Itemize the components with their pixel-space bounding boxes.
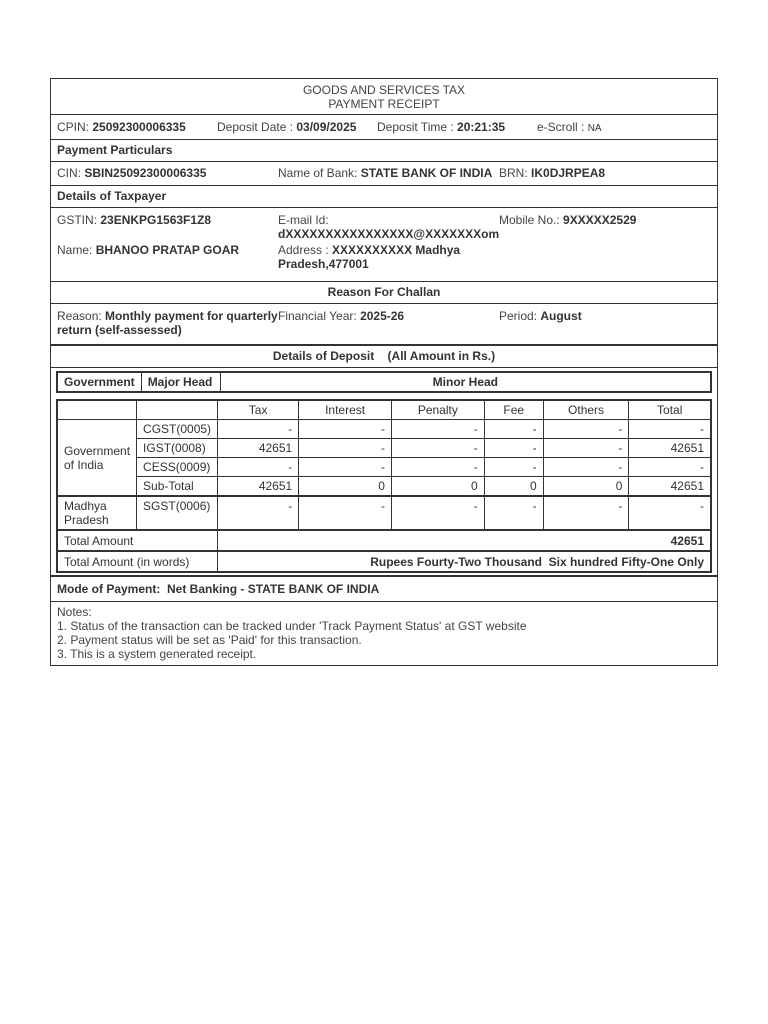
- total-amount-row: [57, 530, 711, 551]
- cpin: CPIN: 25092300006335: [57, 120, 186, 134]
- taxpayer-details: [51, 208, 717, 282]
- major-head: Sub-Total: [137, 477, 218, 497]
- mode-of-payment: Mode of Payment: Net Banking - STATE BANK OF INDIA: [51, 576, 717, 602]
- table-row: Madhya Pradesh SGST(0006) - - - - - -: [57, 496, 711, 530]
- table-row: IGST(0008) 42651 - - - - 42651: [57, 439, 711, 458]
- payment-receipt: [50, 78, 718, 666]
- madhya-pradesh: Madhya Pradesh: [57, 496, 137, 530]
- subcol-fee: Fee: [484, 400, 543, 420]
- col-government: Government: [57, 372, 141, 392]
- major-head: CESS(0009): [137, 458, 218, 477]
- total-amount-value: 42651: [218, 530, 711, 551]
- title-line-2: PAYMENT RECEIPT: [328, 97, 440, 111]
- major-head: IGST(0008): [137, 439, 218, 458]
- subcol-penalty: Penalty: [391, 400, 484, 420]
- mobile: Mobile No.: 9XXXXX2529: [499, 213, 637, 227]
- period: Period: August: [499, 309, 582, 323]
- cpin-row: [51, 115, 717, 140]
- table-row: Government of India CGST(0005) - - - - - -: [57, 420, 711, 439]
- major-head: CGST(0005): [137, 420, 218, 439]
- deposit-section: [51, 368, 717, 576]
- deposit-time: Deposit Time : 20:21:35: [377, 120, 506, 134]
- total-amount-label: Total Amount: [57, 530, 218, 551]
- deposit-date: Deposit Date : 03/09/2025: [217, 120, 357, 134]
- note-item: 3. This is a system generated receipt.: [57, 647, 257, 661]
- table-row-subtotal: Sub-Total 42651 0 0 0 0 42651: [57, 477, 711, 497]
- taxpayer-name: Name: BHANOO PRATAP GOAR: [57, 243, 240, 257]
- brn: BRN: IK0DJRPEA8: [499, 166, 606, 180]
- total-words-row: [57, 551, 711, 572]
- note-item: 2. Payment status will be set as 'Paid' for this transaction.: [57, 633, 362, 647]
- gstin: GSTIN: 23ENKPG1563F1Z8: [57, 213, 212, 227]
- note-item: 1. Status of the transaction can be tracked under 'Track Payment Status' at GST website: [57, 619, 527, 633]
- payment-particulars-row: [51, 162, 717, 186]
- subcol-others: Others: [543, 400, 629, 420]
- address: Address : XXXXXXXXXX Madhya Pradesh,477001: [278, 243, 461, 271]
- title-line-1: GOODS AND SERVICES TAX: [302, 83, 466, 97]
- challan-heading: Reason For Challan: [51, 282, 717, 304]
- table-row: CESS(0009) - - - - - -: [57, 458, 711, 477]
- challan-row: [51, 304, 717, 346]
- total-words-value: Rupees Fourty-Two Thousand Six hundred Fifty-One Only: [218, 551, 711, 572]
- deposit-table: [56, 399, 712, 573]
- escroll: e-Scroll : NA: [537, 120, 602, 134]
- subcol-tax: Tax: [218, 400, 299, 420]
- subcol-total: Total: [629, 400, 711, 420]
- notes-heading: Notes:: [57, 605, 92, 619]
- government-of-india: Government of India: [57, 420, 137, 497]
- reason: Reason: Monthly payment for quarterly return (self-assessed): [57, 309, 278, 337]
- email: E-mail Id: dXXXXXXXXXXXXXXXX@XXXXXXXom: [278, 213, 500, 241]
- deposit-subcols: [57, 400, 711, 420]
- col-minor-head: Minor Head: [220, 372, 711, 392]
- payment-particulars-heading: Payment Particulars: [51, 140, 717, 162]
- notes: [51, 602, 717, 665]
- taxpayer-heading: Details of Taxpayer: [51, 186, 717, 208]
- financial-year: Financial Year: 2025-26: [278, 309, 405, 323]
- subcol-interest: Interest: [299, 400, 392, 420]
- deposit-header-table: [56, 371, 712, 393]
- receipt-title: [51, 79, 717, 115]
- col-major-head: Major Head: [141, 372, 220, 392]
- deposit-heading: Details of Deposit (All Amount in Rs.): [51, 346, 717, 368]
- cin: CIN: SBIN25092300006335: [57, 166, 207, 180]
- bank-name: Name of Bank: STATE BANK OF INDIA: [278, 166, 493, 180]
- total-words-label: Total Amount (in words): [57, 551, 218, 572]
- major-head: SGST(0006): [137, 496, 218, 530]
